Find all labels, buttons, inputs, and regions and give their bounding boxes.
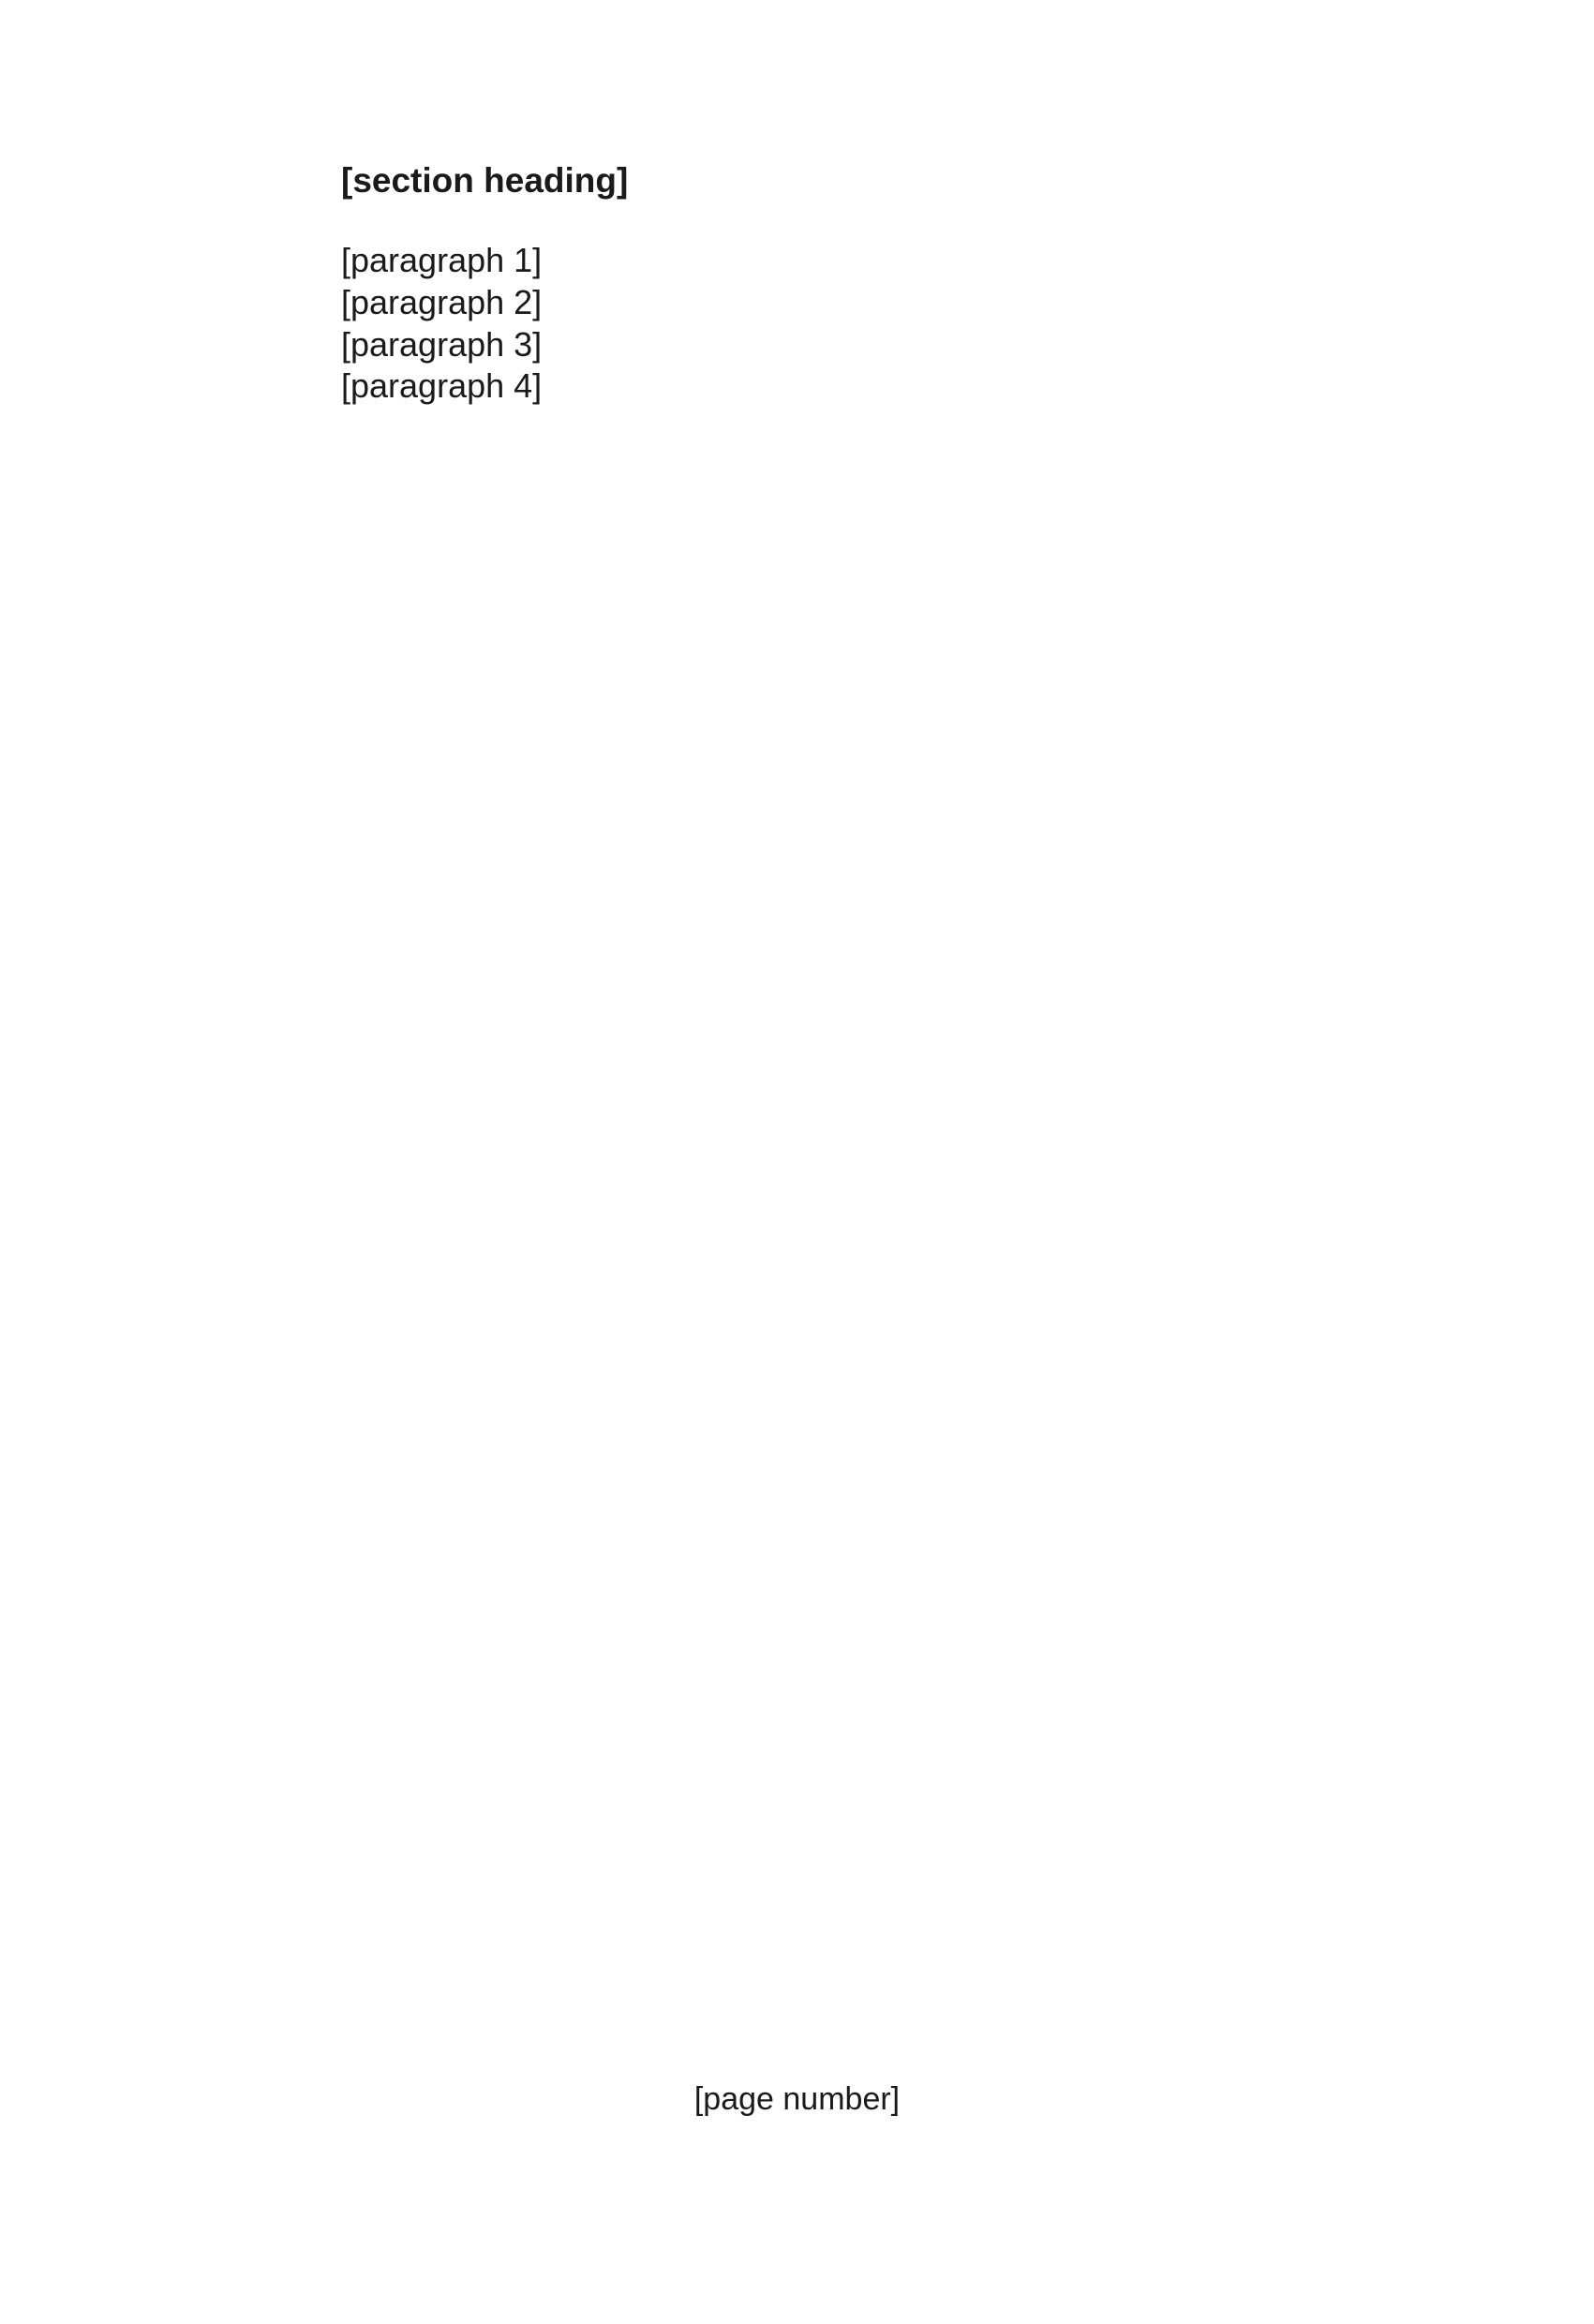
paragraph: [paragraph 4] — [341, 366, 543, 406]
body-text — [231, 240, 1363, 408]
paragraph: [paragraph 1] — [341, 241, 543, 279]
page-content — [231, 159, 1363, 2174]
section-heading: [section heading] — [341, 161, 629, 200]
paragraph: [paragraph 3] — [341, 324, 543, 364]
page-number: [page number] — [693, 2081, 901, 2117]
paragraph: [paragraph 2] — [341, 282, 543, 321]
